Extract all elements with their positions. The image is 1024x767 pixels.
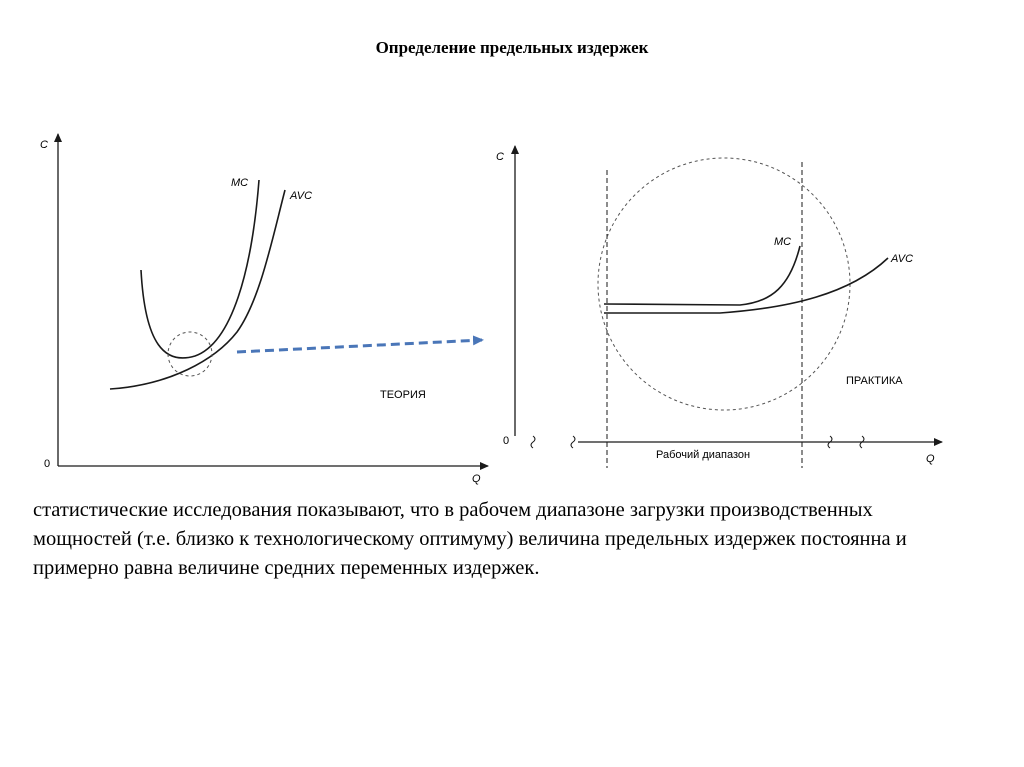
theory-y-axis-label: C (40, 139, 48, 151)
working-range-label: Рабочий диапазон (656, 449, 751, 461)
axis-break-mark (571, 436, 575, 448)
axis-break-mark (531, 436, 535, 448)
practice-mc-curve (604, 246, 800, 305)
theory-avc-curve (110, 190, 285, 389)
practice-x-axis-label: Q (926, 453, 935, 465)
theory-avc-label: AVC (290, 190, 313, 202)
theory-origin-label: 0 (44, 458, 51, 470)
practice-avc-label: AVC (891, 253, 914, 265)
theory-caption: ТЕОРИЯ (380, 389, 426, 401)
practice-caption: ПРАКТИКА (846, 375, 903, 387)
practice-chart (496, 146, 942, 468)
theory-x-axis-label: Q (472, 473, 481, 485)
practice-range-circle (598, 158, 850, 410)
theory-intersection-circle (168, 332, 212, 376)
transition-arrow (237, 340, 482, 352)
body-text: статистические исследования показывают, что в рабочем диапазоне загрузки производственных мощностей (т.е. близко к технологическому оптимуму) величина предельных издержек постоянна и примерно равна величине средних переменных издержек. (33, 499, 907, 579)
practice-origin-label: 0 (503, 435, 510, 447)
slide-title: Определение предельных издержек (375, 38, 649, 57)
theory-chart (40, 134, 488, 485)
theory-mc-curve (141, 180, 259, 358)
theory-mc-label: MC (231, 177, 249, 189)
practice-y-axis-label: C (496, 151, 504, 163)
practice-mc-label: MC (774, 236, 792, 248)
